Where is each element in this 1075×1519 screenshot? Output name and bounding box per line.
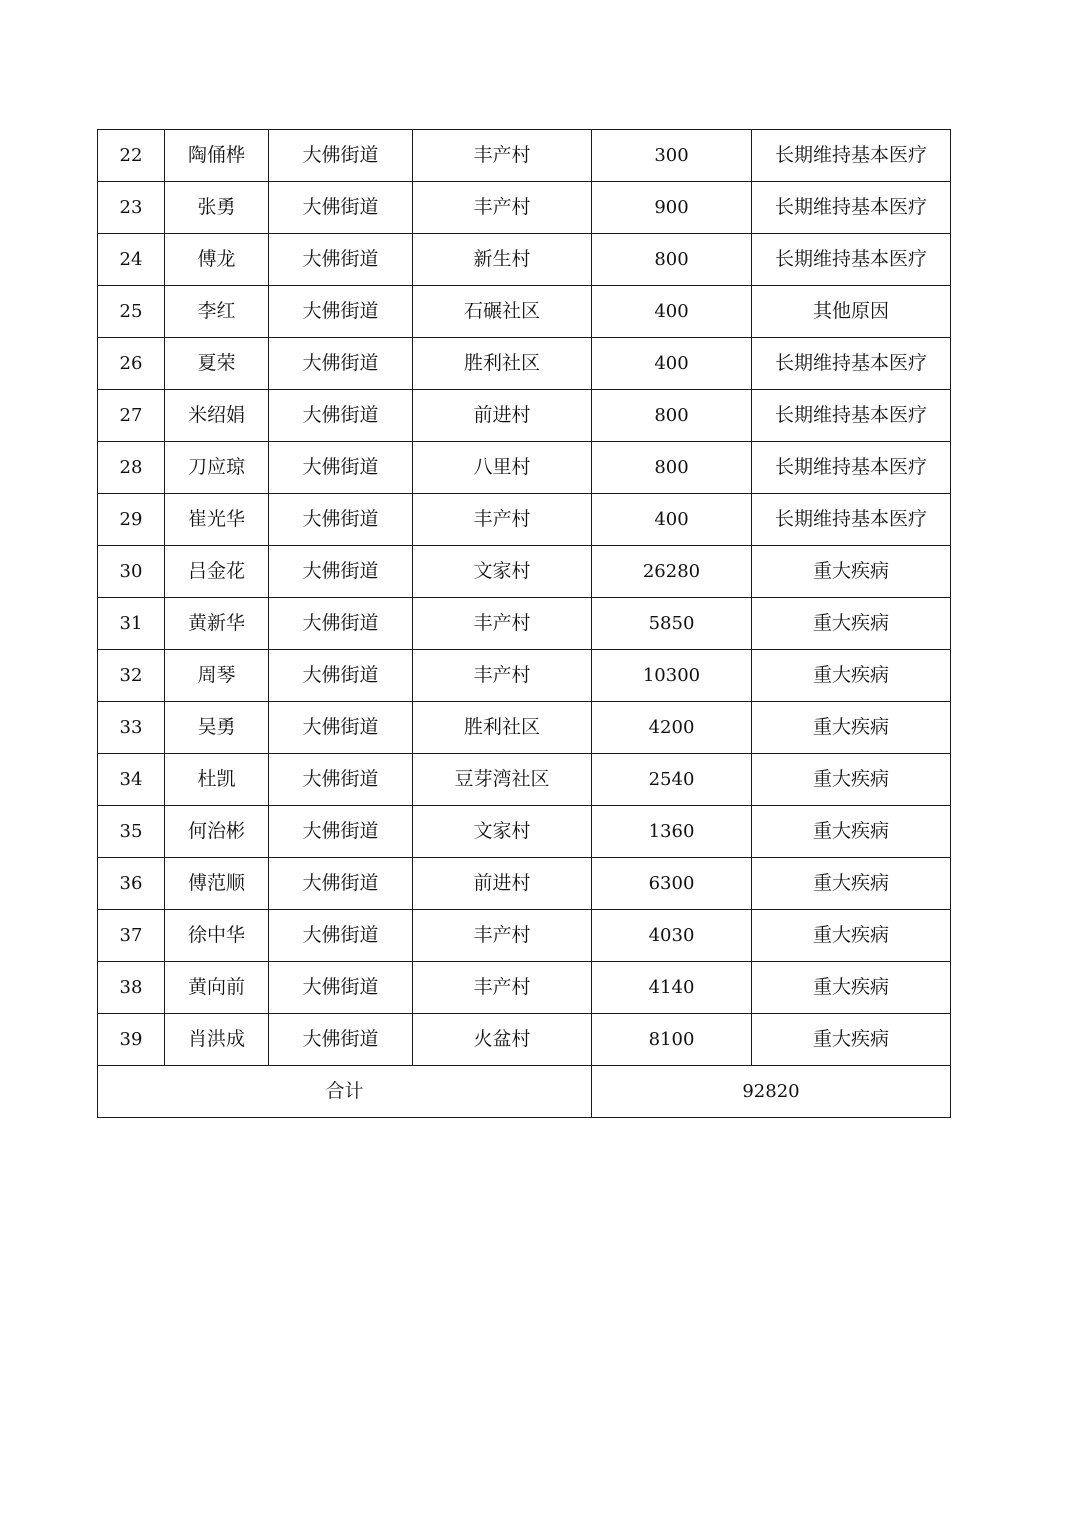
table-row: [98, 858, 951, 910]
cell-reason: 重大疾病: [752, 546, 951, 598]
table-row: [98, 442, 951, 494]
cell-reason: 重大疾病: [752, 910, 951, 962]
cell-no: 24: [98, 234, 165, 286]
cell-village: 丰产村: [413, 910, 592, 962]
cell-village: 丰产村: [413, 598, 592, 650]
cell-village: 前进村: [413, 858, 592, 910]
cell-reason: 重大疾病: [752, 806, 951, 858]
cell-street: 大佛街道: [269, 910, 413, 962]
cell-amount: 4200: [592, 702, 752, 754]
table-row: [98, 234, 951, 286]
cell-reason: 重大疾病: [752, 1014, 951, 1066]
cell-reason: 重大疾病: [752, 650, 951, 702]
cell-street: 大佛街道: [269, 546, 413, 598]
cell-village: 丰产村: [413, 650, 592, 702]
table-row: [98, 182, 951, 234]
cell-street: 大佛街道: [269, 650, 413, 702]
cell-reason: 重大疾病: [752, 754, 951, 806]
cell-no: 32: [98, 650, 165, 702]
cell-amount: 400: [592, 286, 752, 338]
cell-reason: 长期维持基本医疗: [752, 442, 951, 494]
cell-name: 黄向前: [165, 962, 269, 1014]
cell-amount: 4030: [592, 910, 752, 962]
cell-amount: 6300: [592, 858, 752, 910]
cell-street: 大佛街道: [269, 962, 413, 1014]
cell-street: 大佛街道: [269, 182, 413, 234]
cell-name: 傅龙: [165, 234, 269, 286]
cell-village: 新生村: [413, 234, 592, 286]
cell-no: 31: [98, 598, 165, 650]
cell-name: 徐中华: [165, 910, 269, 962]
cell-reason: 重大疾病: [752, 702, 951, 754]
table-row: [98, 546, 951, 598]
total-value: 92820: [592, 1066, 951, 1118]
table-row: [98, 702, 951, 754]
cell-reason: 长期维持基本医疗: [752, 494, 951, 546]
cell-name: 肖洪成: [165, 1014, 269, 1066]
table-row: [98, 910, 951, 962]
cell-reason: 长期维持基本医疗: [752, 182, 951, 234]
table-row: [98, 962, 951, 1014]
table-row: [98, 1014, 951, 1066]
cell-village: 文家村: [413, 546, 592, 598]
table-body: [98, 130, 951, 1118]
cell-village: 丰产村: [413, 494, 592, 546]
relief-table: [97, 129, 951, 1118]
cell-amount: 26280: [592, 546, 752, 598]
cell-no: 39: [98, 1014, 165, 1066]
cell-no: 27: [98, 390, 165, 442]
total-label: 合计: [98, 1066, 592, 1118]
cell-street: 大佛街道: [269, 1014, 413, 1066]
cell-name: 傅范顺: [165, 858, 269, 910]
cell-reason: 其他原因: [752, 286, 951, 338]
cell-village: 丰产村: [413, 182, 592, 234]
cell-name: 吕金花: [165, 546, 269, 598]
cell-name: 张勇: [165, 182, 269, 234]
cell-reason: 长期维持基本医疗: [752, 130, 951, 182]
cell-reason: 重大疾病: [752, 858, 951, 910]
cell-street: 大佛街道: [269, 234, 413, 286]
cell-no: 29: [98, 494, 165, 546]
table-row: [98, 650, 951, 702]
cell-amount: 900: [592, 182, 752, 234]
cell-street: 大佛街道: [269, 806, 413, 858]
table-row: [98, 806, 951, 858]
cell-street: 大佛街道: [269, 754, 413, 806]
cell-reason: 重大疾病: [752, 962, 951, 1014]
cell-no: 37: [98, 910, 165, 962]
cell-no: 28: [98, 442, 165, 494]
cell-village: 丰产村: [413, 962, 592, 1014]
cell-no: 23: [98, 182, 165, 234]
cell-street: 大佛街道: [269, 338, 413, 390]
cell-name: 崔光华: [165, 494, 269, 546]
cell-amount: 800: [592, 234, 752, 286]
cell-street: 大佛街道: [269, 286, 413, 338]
cell-village: 胜利社区: [413, 338, 592, 390]
cell-amount: 800: [592, 442, 752, 494]
table-row: [98, 338, 951, 390]
cell-village: 火盆村: [413, 1014, 592, 1066]
cell-village: 八里村: [413, 442, 592, 494]
table-row: [98, 754, 951, 806]
table-row: [98, 598, 951, 650]
cell-street: 大佛街道: [269, 598, 413, 650]
cell-street: 大佛街道: [269, 130, 413, 182]
cell-amount: 1360: [592, 806, 752, 858]
table-row: [98, 130, 951, 182]
cell-street: 大佛街道: [269, 442, 413, 494]
cell-no: 30: [98, 546, 165, 598]
cell-no: 22: [98, 130, 165, 182]
table-row: [98, 494, 951, 546]
cell-village: 文家村: [413, 806, 592, 858]
cell-village: 前进村: [413, 390, 592, 442]
cell-name: 周琴: [165, 650, 269, 702]
cell-amount: 5850: [592, 598, 752, 650]
cell-no: 25: [98, 286, 165, 338]
cell-no: 26: [98, 338, 165, 390]
table-row: [98, 286, 951, 338]
cell-name: 杜凯: [165, 754, 269, 806]
total-row: [98, 1066, 951, 1118]
cell-no: 33: [98, 702, 165, 754]
cell-street: 大佛街道: [269, 494, 413, 546]
cell-amount: 300: [592, 130, 752, 182]
cell-amount: 400: [592, 494, 752, 546]
cell-amount: 8100: [592, 1014, 752, 1066]
cell-name: 陶俑桦: [165, 130, 269, 182]
cell-no: 35: [98, 806, 165, 858]
cell-amount: 400: [592, 338, 752, 390]
cell-reason: 长期维持基本医疗: [752, 390, 951, 442]
cell-name: 吴勇: [165, 702, 269, 754]
cell-village: 丰产村: [413, 130, 592, 182]
cell-name: 黄新华: [165, 598, 269, 650]
cell-name: 米绍娟: [165, 390, 269, 442]
cell-village: 豆芽湾社区: [413, 754, 592, 806]
cell-street: 大佛街道: [269, 858, 413, 910]
cell-street: 大佛街道: [269, 702, 413, 754]
cell-no: 36: [98, 858, 165, 910]
cell-amount: 4140: [592, 962, 752, 1014]
cell-reason: 长期维持基本医疗: [752, 234, 951, 286]
cell-name: 刀应琼: [165, 442, 269, 494]
cell-reason: 长期维持基本医疗: [752, 338, 951, 390]
cell-amount: 800: [592, 390, 752, 442]
cell-name: 何治彬: [165, 806, 269, 858]
cell-no: 38: [98, 962, 165, 1014]
cell-reason: 重大疾病: [752, 598, 951, 650]
cell-no: 34: [98, 754, 165, 806]
cell-village: 石碾社区: [413, 286, 592, 338]
cell-village: 胜利社区: [413, 702, 592, 754]
cell-street: 大佛街道: [269, 390, 413, 442]
cell-name: 李红: [165, 286, 269, 338]
cell-amount: 2540: [592, 754, 752, 806]
cell-amount: 10300: [592, 650, 752, 702]
table-row: [98, 390, 951, 442]
cell-name: 夏荣: [165, 338, 269, 390]
